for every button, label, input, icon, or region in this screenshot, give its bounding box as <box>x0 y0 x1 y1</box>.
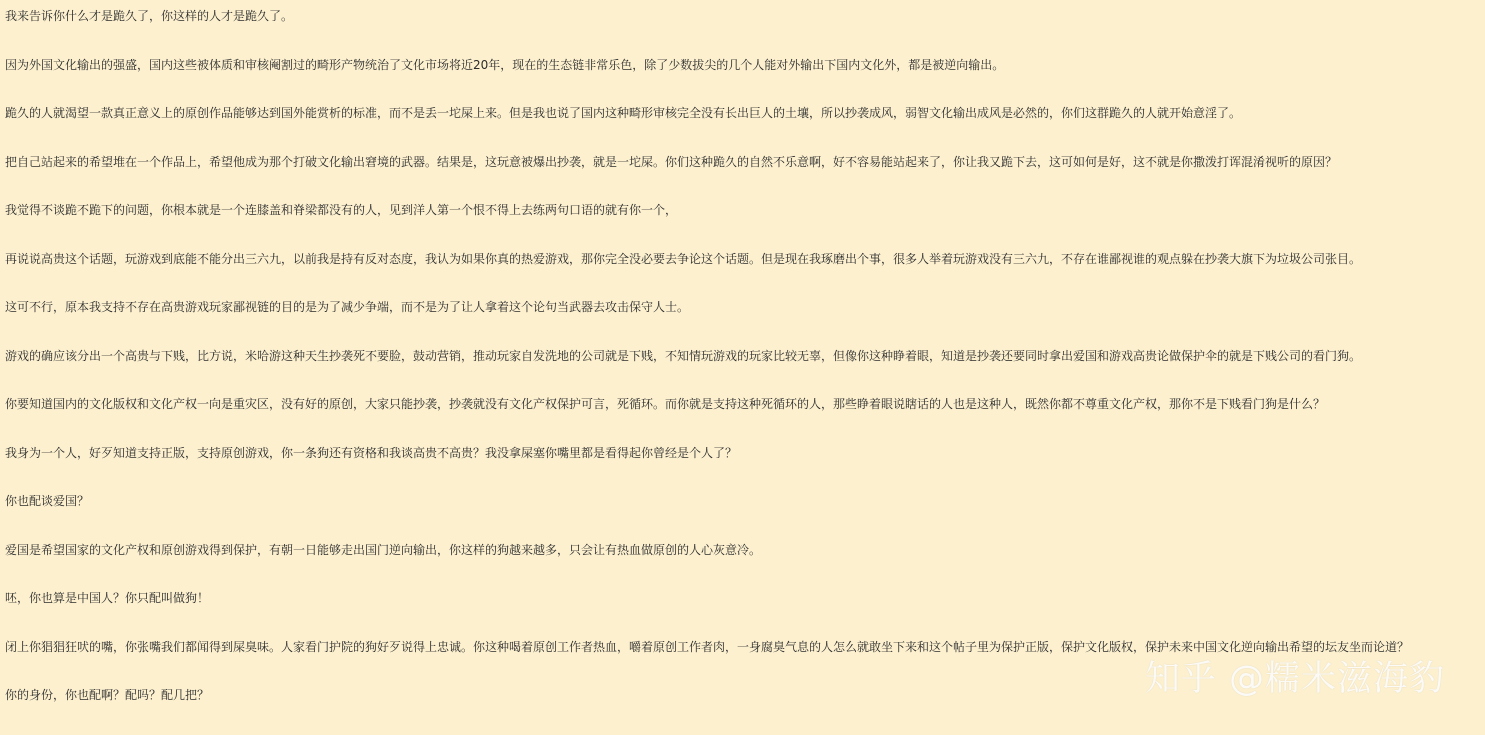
paragraph: 我觉得不谈跪不跪下的问题，你根本就是一个连膝盖和脊梁都没有的人，见到洋人第一个恨不得上去练两句口语的就有你一个， <box>5 203 678 217</box>
paragraph: 闭上你猖猖狂吠的嘴，你张嘴我们都闻得到屎臭味。人家看门护院的狗好歹说得上忠诚。你这种喝着原创工作者热血，嚼着原创工作者肉，一身腐臭气息的人怎么就敢坐下来和这个帖子里为保护正版，保护文化版权，保护未来中国文化逆向输出希望的坛友坐而论道？ <box>5 639 1410 654</box>
paragraph: 你也配谈爱国？ <box>5 494 90 508</box>
paragraph: 把自己站起来的希望堆在一个作品上，希望他成为那个打破文化输出窘境的武器。结果是，这玩意被爆出抄袭，就是一坨屎。你们这种跪久的自然不乐意啊，好不容易能站起来了，你让我又跪下去，这可如何是好，这不就是你撒泼打诨混淆视听的原因？ <box>5 154 1338 169</box>
paragraph: 你的身份，你也配啊？配吗？配几把？ <box>5 688 210 702</box>
paragraph: 这可不行，原本我支持不存在高贵游戏玩家鄙视链的目的是为了减少争端，而不是为了让人拿着这个论句当武器去攻击保守人士。 <box>5 300 690 314</box>
paragraph: 游戏的确应该分出一个高贵与下贱，比方说，米哈游这种天生抄袭死不要脸，鼓动营销，推动玩家自发洗地的公司就是下贱，不知情玩游戏的玩家比较无辜，但像你这种睁着眼，知道是抄袭还要同时拿出爱国和游戏高贵论做保护伞的就是下贱公司的看门狗。 <box>5 348 1362 363</box>
paragraph: 爱国是希望国家的文化产权和原创游戏得到保护，有朝一日能够走出国门逆向输出，你这样的狗越来越多，只会让有热血做原创的人心灰意冷。 <box>5 542 762 557</box>
paragraph: 我身为一个人，好歹知道支持正版，支持原创游戏，你一条狗还有资格和我谈高贵不高贵？我没拿屎塞你嘴里都是看得起你曾经是个人了？ <box>5 445 738 460</box>
zhihu-watermark: 知乎 @糯米滋海豹 <box>1144 659 1445 699</box>
paragraph: 呸，你也算是中国人？你只配叫做狗！ <box>5 591 210 605</box>
paragraph: 你要知道国内的文化版权和文化产权一向是重灾区，没有好的原创，大家只能抄袭，抄袭就没有文化产权保护可言，死循环。而你就是支持这种死循环的人，那些睁着眼说瞎话的人也是这种人，既然你都不尊重文化产权，那你不是下贱看门狗是什么？ <box>5 397 1326 411</box>
paragraph: 跪久的人就渴望一款真正意义上的原创作品能够达到国外能赏析的标准，而不是丢一坨屎上来。但是我也说了国内这种畸形审核完全没有长出巨人的土壤，所以抄袭成风，弱智文化输出成风是必然的，你们这群跪久的人就开始意淫了。 <box>5 106 1242 120</box>
paragraph: 我来告诉你什么才是跪久了，你这样的人才是跪久了。 <box>5 9 294 23</box>
post-body <box>5 7 1483 735</box>
paragraph: 再说说高贵这个话题，玩游戏到底能不能分出三六九，以前我是持有反对态度，我认为如果你真的热爱游戏，那你完全没必要去争论这个话题。但是现在我琢磨出个事，很多人举着玩游戏没有三六九，不存在谁鄙视谁的观点躲在抄袭大旗下为垃圾公司张目。 <box>5 251 1362 266</box>
paragraph: 因为外国文化输出的强盛，国内这些被体质和审核阉割过的畸形产物统治了文化市场将近20年，现在的生态链非常乐色，除了少数拔尖的几个人能对外输出下国内文化外，都是被逆向输出。 <box>5 57 1005 72</box>
